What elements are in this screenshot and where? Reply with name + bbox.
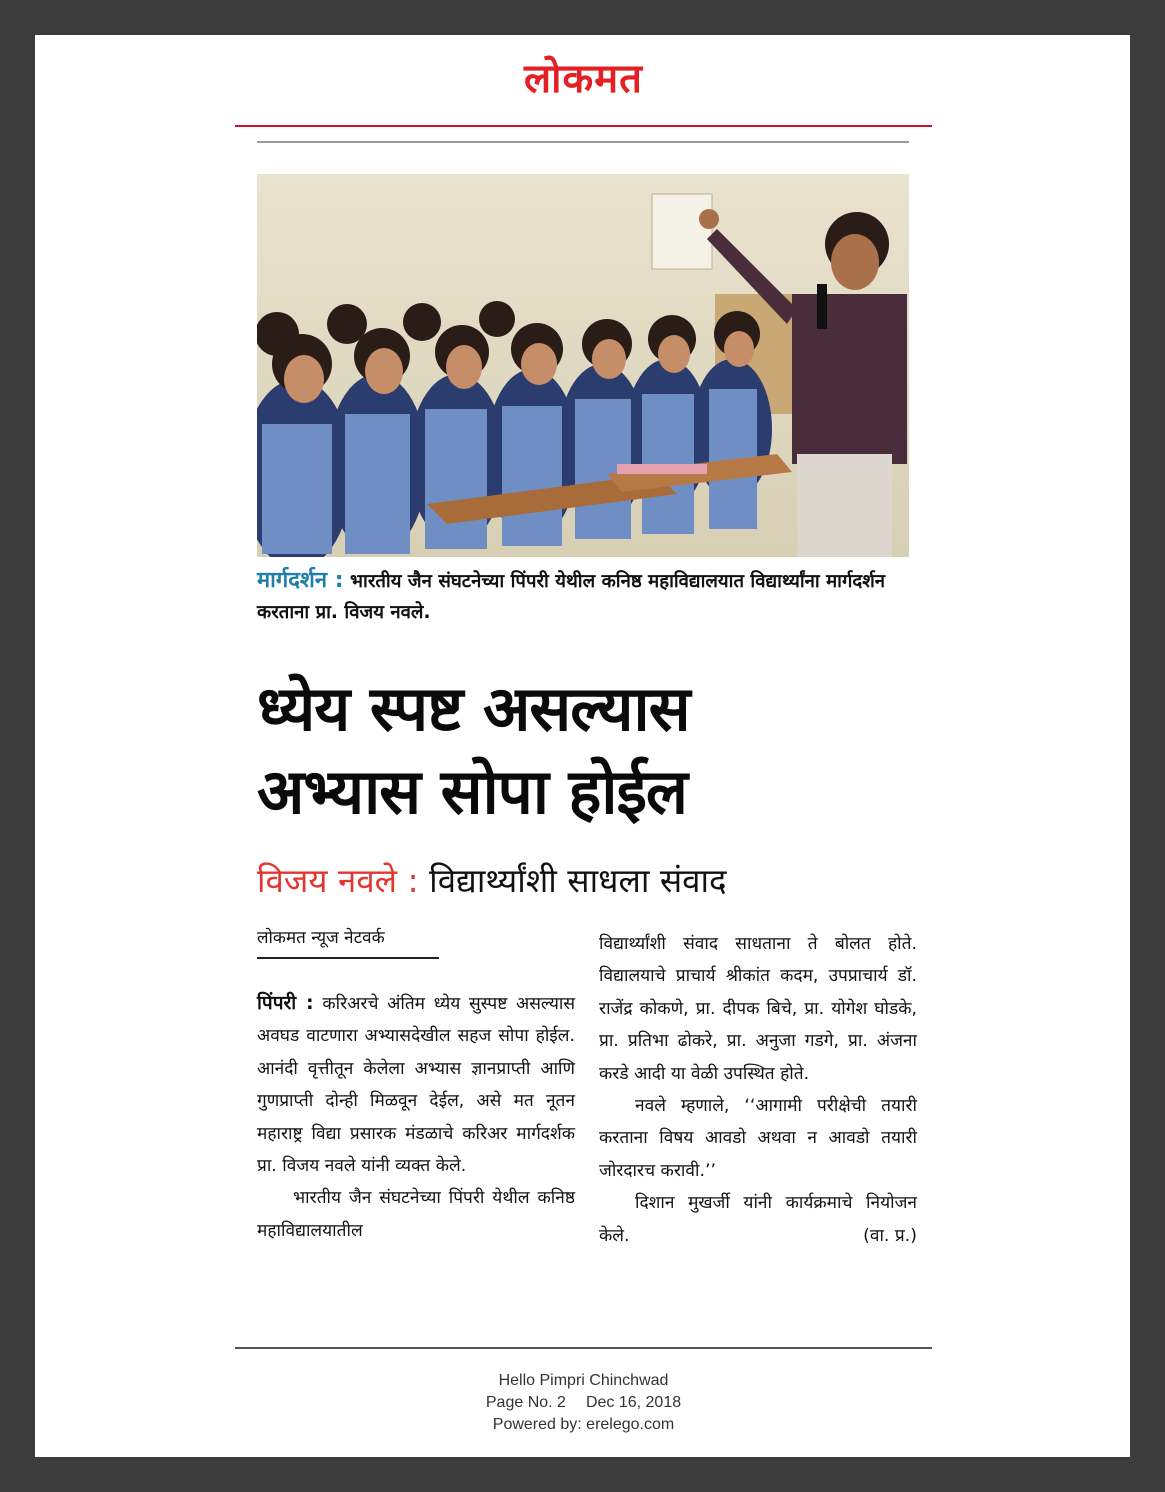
subheadline [257, 859, 917, 903]
page-footer [235, 1370, 932, 1436]
article-column-left [257, 987, 575, 1247]
headline-line-1: ध्येय स्पष्ट असल्यास [257, 672, 690, 745]
caption-label: मार्गदर्शन : [257, 568, 344, 593]
caption-text: भारतीय जैन संघटनेच्या पिंपरी येथील कनिष्ठ महाविद्यालयात विद्यार्थ्यांना मार्गदर्शन करताना प्रा. विजय नवले. [257, 571, 886, 623]
footer-divider [235, 1347, 932, 1349]
headline-line-2: अभ्यास सोपा होईल [257, 755, 687, 828]
masthead-divider [235, 125, 932, 127]
footer-source: Hello Pimpri Chinchwad [498, 1372, 669, 1389]
photo-illustration [257, 174, 909, 557]
article-credit: (वा. प्र.) [863, 1225, 917, 1246]
article-paragraph-3: विद्यार्थ्यांशी संवाद साधताना ते बोलत होते. विद्यालयाचे प्राचार्य श्रीकांत कदम, उपप्राचार्य डॉ. राजेंद्र कोकणे, प्रा. दीपक बिचे, प्रा. योगेश घोडके, प्रा. प्रतिभा ढोकरे, प्रा. अनुजा गडगे, प्रा. अंजना करडे आदी या वेळी उपस्थित होते. [599, 934, 917, 1084]
subhead-name: विजय नवले : [257, 861, 419, 900]
news-clipping [235, 37, 932, 1347]
article-text-1: करिअरचे अंतिम ध्येय सुस्पष्ट असल्यास अवघड वाटणारा अभ्यासदेखील सहज सोपा होईल. आनंदी वृत्तीतून केलेला अभ्यास ज्ञानप्राप्ती आणि गुणप्राप्ती दोन्ही मिळवून देईल, असे मत नूतन महाराष्ट्र विद्या प्रसारक मंडळाचे करिअर मार्गदर्शक प्रा. विजय नवले यांनी व्यक्त केले. [257, 994, 575, 1177]
masthead [235, 37, 932, 125]
classroom-photo [257, 174, 909, 557]
subhead-text: विद्यार्थ्यांशी साधला संवाद [429, 861, 727, 900]
footer-powered-by: Powered by: erelego.com [492, 1416, 675, 1433]
footer-date: Dec 16, 2018 [585, 1394, 682, 1411]
section-divider [257, 141, 909, 143]
article-paragraph-4: नवले म्हणाले, ‘‘आगामी परीक्षेची तयारी करताना विषय आवडो अथवा न आवडो तयारी जोरदारच करावी.’’ [599, 1096, 917, 1181]
article-column-right [599, 928, 917, 1252]
article-text-5: दिशान मुखर्जी यांनी कार्यक्रमाचे नियोजन केले. [599, 1193, 917, 1246]
headline [257, 667, 917, 833]
dateline-place: पिंपरी : [257, 992, 314, 1014]
article-paragraph-1 [257, 987, 575, 1182]
article-paragraph-2: भारतीय जैन संघटनेच्या पिंपरी येथील कनिष्ठ महाविद्यालयातील [257, 1188, 575, 1241]
masthead-logo: लोकमत [524, 55, 643, 102]
photo-caption [257, 565, 909, 628]
footer-page-number: Page No. 2 [485, 1394, 566, 1411]
footer-page-info [235, 1392, 932, 1414]
article-paragraph-5 [599, 1187, 917, 1252]
byline: लोकमत न्यूज नेटवर्क [257, 925, 439, 959]
